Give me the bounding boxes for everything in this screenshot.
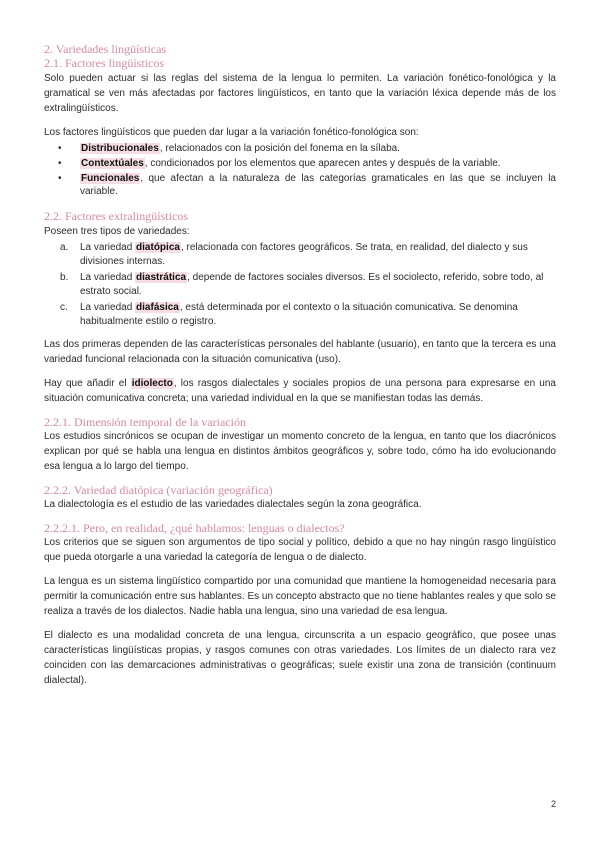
list-item	[44, 271, 556, 299]
item-text: , condicionados por los elementos que aparecen antes y después de la variable.	[144, 158, 501, 169]
term: diatópica	[136, 242, 180, 253]
list-item	[44, 157, 556, 170]
term: diastrática	[136, 272, 187, 283]
lettered-list	[44, 241, 556, 329]
term: diafásica	[136, 302, 179, 313]
item-text: La variedad	[80, 272, 136, 283]
section-heading: 2. Variedades lingüísticas	[44, 42, 167, 56]
page-number: 2	[550, 799, 556, 809]
term: Funcionales	[81, 173, 140, 184]
paragraph: La dialectología es el estudio de las variedades dialectales según la zona geográfica.	[44, 499, 422, 510]
item-text: , que afectan a la naturaleza de las categorías gramaticales en las que se incluyen la variable.	[80, 173, 556, 197]
bullet-icon: •	[58, 143, 62, 154]
paragraph: Los factores lingüísticos que pueden dar lugar a la variación fonético-fonológica son:	[44, 127, 419, 138]
paragraph: Solo pueden actuar si las reglas del sistema de la lengua lo permiten. La variación fonético-fonológica y la gramatical se ven más afectadas por factores lingüísticos, en tanto que la variación léxica depende más de los extralingüísticos.	[44, 73, 556, 114]
item-text: , está determinada por el contexto o la situación comunicativa. Se denomina habitualmente estilo o registro.	[80, 302, 518, 327]
subsection-heading-linguistic: 2.1. Factores lingüísticos	[44, 56, 164, 70]
term: Distribucionales	[81, 143, 159, 154]
list-item	[44, 172, 556, 198]
text-span: , los rasgos dialectales y sociales propios de una persona para expresarse en una situación comunicativa concreta; una variedad individual en la que se manifiestan todas las demás.	[44, 378, 556, 404]
item-text: La variedad	[80, 242, 136, 253]
list-marker: c.	[60, 302, 68, 313]
bullet-list	[44, 142, 556, 198]
item-text: La variedad	[80, 302, 136, 313]
subsection-heading-languages-dialects: 2.2.2.1. Pero, en realidad, ¿qué hablamos: lenguas o dialectos?	[44, 521, 345, 535]
page-content	[44, 42, 556, 688]
subsection-heading-extralinguistic: 2.2. Factores extralingüísticos	[44, 209, 188, 223]
list-marker: b.	[60, 272, 69, 283]
paragraph: Las dos primeras dependen de las características personales del hablante (usuario), en tanto que la tercera es una variedad funcional relacionada con la situación comunicativa (uso).	[44, 339, 556, 365]
list-item	[44, 301, 556, 329]
term: Contextúales	[81, 158, 144, 169]
item-text: , relacionada con factores geográficos. Se trata, en realidad, del dialecto y sus divisiones internas.	[80, 242, 528, 267]
paragraph: Los criterios que se siguen son argumentos de tipo social y político, debido a que no hay ningún rasgo lingüístico que pueda otorgarle a una variedad la categoría de lengua o de dialecto.	[44, 537, 556, 563]
subsection-heading-temporal: 2.2.1. Dimensión temporal de la variación	[44, 415, 246, 429]
bullet-icon: •	[58, 173, 62, 184]
list-item	[44, 241, 556, 269]
paragraph: El dialecto es una modalidad concreta de una lengua, circunscrita a un espacio geográfico, que posee unas características lingüísticas propias, y rasgos comunes con otras variedades. Los límites de un dialecto rara vez coinciden con las demarcaciones administrativas o geográficas; suele existir una zona de transición (continuum dialectal).	[44, 630, 556, 686]
subsection-heading-diatopic: 2.2.2. Variedad diatópica (variación geográfica)	[44, 483, 273, 497]
text-span: Hay que añadir el	[44, 378, 131, 389]
term: idiolecto	[131, 378, 173, 389]
paragraph: Los estudios sincrónicos se ocupan de investigar un momento concreto de la lengua, en tanto que los diacrónicos explican por qué se habla una lengua en distintos ámbitos geográficos y, sobre todo, cómo ha ido evolucionando esa lengua a lo largo del tiempo.	[44, 431, 556, 472]
paragraph: La lengua es un sistema lingüístico compartido por una comunidad que mantiene la homogeneidad necesaria para permitir la comunicación entre sus hablantes. Es un concepto abstracto que no tiene hablantes reales y que solo se realiza a través de los dialectos. Nadie habla una lengua, sino una variedad de esa lengua.	[44, 576, 556, 617]
paragraph: Poseen tres tipos de variedades:	[44, 226, 190, 237]
item-text: , relacionados con la posición del fonema en la sílaba.	[159, 143, 400, 154]
item-text: , depende de factores sociales diversos. Es el sociolecto, referido, sobre todo, al estrato social.	[80, 272, 544, 297]
bullet-icon: •	[58, 158, 62, 169]
list-item	[44, 142, 556, 155]
paragraph	[44, 376, 556, 406]
list-marker: a.	[60, 242, 69, 253]
